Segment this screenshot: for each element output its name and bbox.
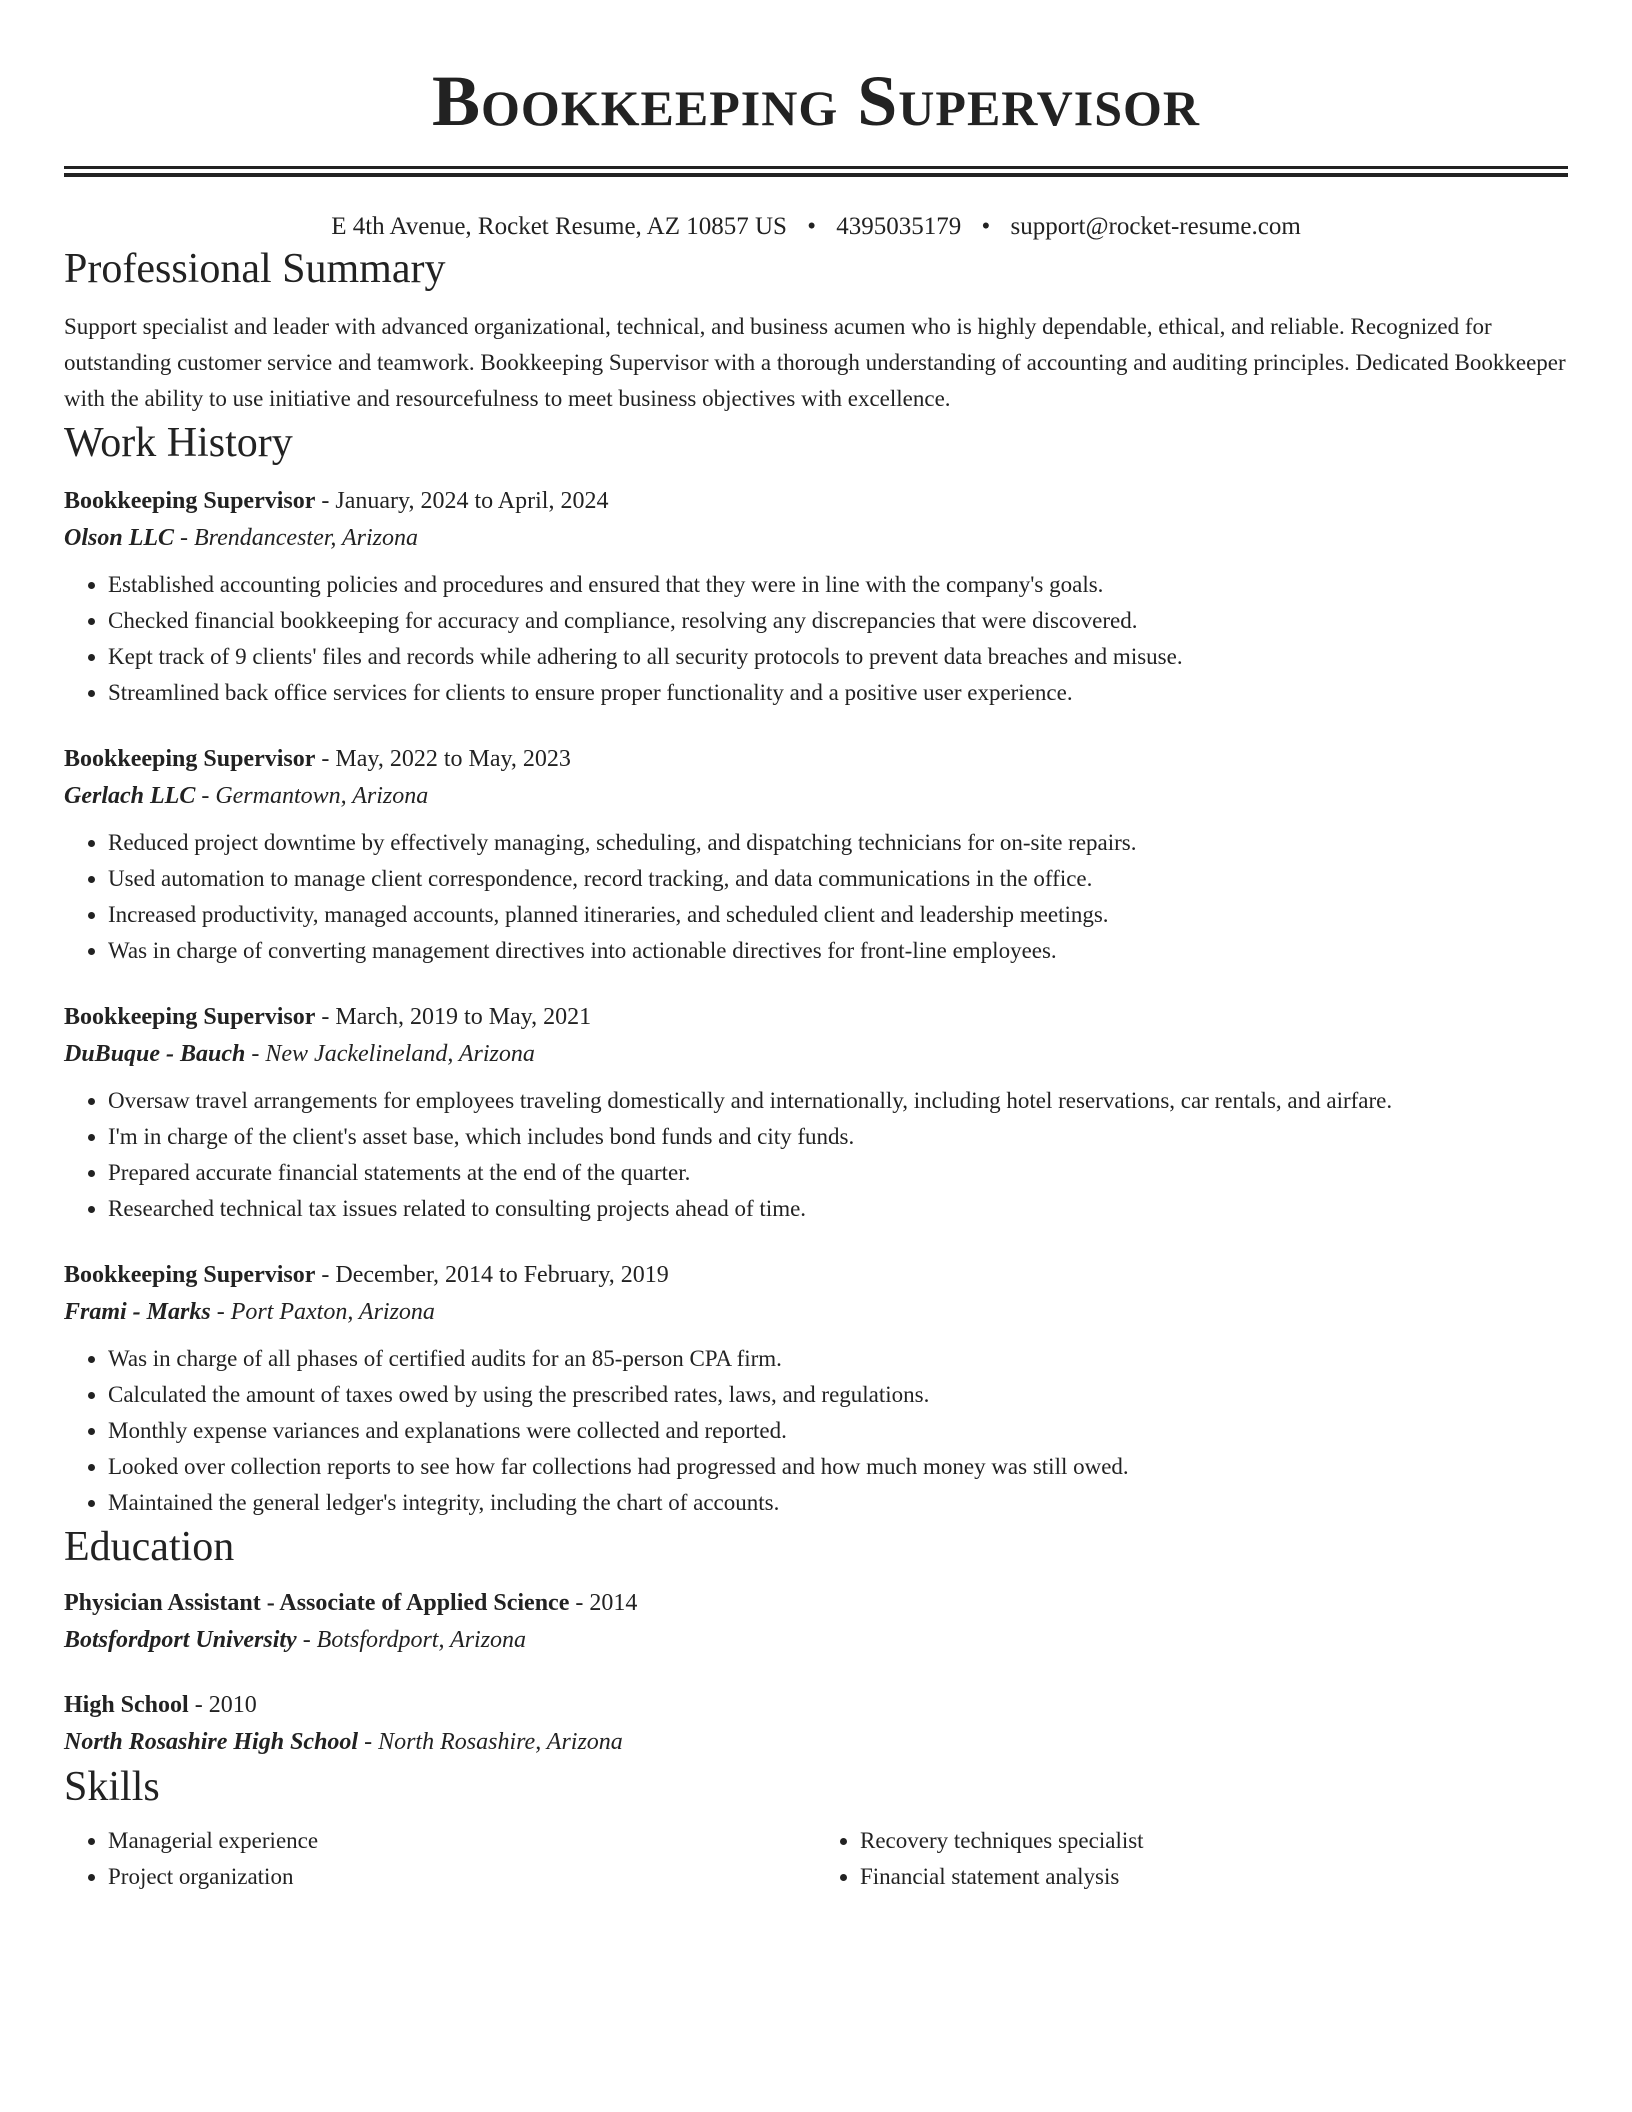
job-employer <box>64 1293 1568 1331</box>
education-year: - 2010 <box>188 1692 257 1718</box>
list-item: • Maintained the general ledger's integrity, including the chart of accounts. <box>108 1485 1568 1521</box>
job-location: - Germantown, Arizona <box>195 783 429 809</box>
job-employer <box>64 777 1568 815</box>
list-item: • Researched technical tax issues related to consulting projects ahead of time. <box>108 1191 1568 1227</box>
job-role: Bookkeeping Supervisor <box>64 1262 316 1288</box>
job-location: - Brendancester, Arizona <box>174 525 418 551</box>
list-item: • Used automation to manage client correspondence, record tracking, and data communications in the office. <box>108 861 1568 897</box>
job-dates: - December, 2014 to February, 2019 <box>315 1262 669 1288</box>
job-bullets <box>64 1083 1568 1227</box>
list-item: • Looked over collection reports to see how far collections had progressed and how much money was still owed. <box>108 1449 1568 1485</box>
job-header <box>64 483 1568 519</box>
education-institution <box>64 1621 1568 1659</box>
list-item: • Increased productivity, managed accounts, planned itineraries, and scheduled client and leadership meetings. <box>108 897 1568 933</box>
education-header <box>64 1585 1568 1621</box>
job-dates: - March, 2019 to May, 2021 <box>315 1004 592 1030</box>
list-item: • Oversaw travel arrangements for employees traveling domestically and internationally, including hotel reservations, car rentals, and airfare. <box>108 1083 1568 1119</box>
education-location: - Botsfordport, Arizona <box>296 1627 527 1653</box>
job-company: Gerlach LLC <box>64 783 196 809</box>
job-entry <box>64 999 1568 1227</box>
job-location: - New Jackelineland, Arizona <box>245 1041 535 1067</box>
list-item: • Reduced project downtime by effectively managing, scheduling, and dispatching technicians for on-site repairs. <box>108 825 1568 861</box>
job-header <box>64 1257 1568 1293</box>
contact-phone: 4395035179 <box>836 213 962 240</box>
list-item: • Was in charge of all phases of certified audits for an 85-person CPA firm. <box>108 1341 1568 1377</box>
education-entry <box>64 1687 1568 1761</box>
job-employer <box>64 1035 1568 1073</box>
list-item: • Project organization <box>108 1859 816 1895</box>
list-item: • Checked financial bookkeeping for accuracy and compliance, resolving any discrepancies that were discovered. <box>108 603 1568 639</box>
job-location: - Port Paxton, Arizona <box>210 1299 435 1325</box>
job-dates: - January, 2024 to April, 2024 <box>315 488 609 514</box>
job-role: Bookkeeping Supervisor <box>64 746 316 772</box>
skills-column-left <box>64 1823 816 1895</box>
list-item: • I'm in charge of the client's asset base, which includes bond funds and city funds. <box>108 1119 1568 1155</box>
list-item: • Recovery techniques specialist <box>860 1823 1568 1859</box>
education-school: Botsfordport University <box>64 1627 297 1653</box>
title-divider <box>64 166 1568 177</box>
list-item: • Financial statement analysis <box>860 1859 1568 1895</box>
list-item: • Kept track of 9 clients' files and records while adhering to all security protocols to prevent data breaches and misuse. <box>108 639 1568 675</box>
education-school: North Rosashire High School <box>64 1729 359 1755</box>
contact-address: E 4th Avenue, Rocket Resume, AZ 10857 US <box>331 213 787 240</box>
skills-column-right <box>816 1823 1568 1895</box>
job-company: Olson LLC <box>64 525 175 551</box>
list-item: • Was in charge of converting management directives into actionable directives for front-line employees. <box>108 933 1568 969</box>
job-header <box>64 999 1568 1035</box>
education-degree: Physician Assistant - Associate of Applied Science <box>64 1590 570 1616</box>
contact-email: support@rocket-resume.com <box>1010 213 1301 240</box>
list-item: • Established accounting policies and procedures and ensured that they were in line with the company's goals. <box>108 567 1568 603</box>
job-role: Bookkeeping Supervisor <box>64 1004 316 1030</box>
list-item: • Prepared accurate financial statements at the end of the quarter. <box>108 1155 1568 1191</box>
education-location: - North Rosashire, Arizona <box>358 1729 623 1755</box>
list-item: • Calculated the amount of taxes owed by using the prescribed rates, laws, and regulations. <box>108 1377 1568 1413</box>
section-heading-education: Education <box>64 1524 235 1570</box>
job-bullets <box>64 825 1568 969</box>
resume-title: Bookkeeping Supervisor <box>431 61 1201 141</box>
job-company: Frami - Marks <box>64 1299 211 1325</box>
job-role: Bookkeeping Supervisor <box>64 488 316 514</box>
education-year: - 2014 <box>569 1590 638 1616</box>
contact-line <box>64 211 1568 243</box>
education-entry <box>64 1585 1568 1659</box>
job-bullets <box>64 1341 1568 1521</box>
job-employer <box>64 519 1568 557</box>
list-item: • Monthly expense variances and explanations were collected and reported. <box>108 1413 1568 1449</box>
job-entry <box>64 483 1568 711</box>
list-item: • Streamlined back office services for clients to ensure proper functionality and a positive user experience. <box>108 675 1568 711</box>
skills-list <box>64 1823 1568 1895</box>
job-bullets <box>64 567 1568 711</box>
section-heading-summary: Professional Summary <box>64 246 446 292</box>
list-item: • Managerial experience <box>108 1823 816 1859</box>
job-entry <box>64 741 1568 969</box>
contact-separator: • <box>981 213 991 240</box>
education-header <box>64 1687 1568 1723</box>
education-degree: High School <box>64 1692 189 1718</box>
education-institution <box>64 1723 1568 1761</box>
job-entry <box>64 1257 1568 1521</box>
job-dates: - May, 2022 to May, 2023 <box>315 746 571 772</box>
contact-separator: • <box>807 213 816 240</box>
section-heading-work-history: Work History <box>64 420 293 466</box>
summary-paragraph: Support specialist and leader with advanced organizational, technical, and business acumen who is highly dependable, ethical, and reliable. Recognized for outstanding customer service and teamwork. Bookkeeping Supervisor with a thorough understanding of accounting and auditing principles. Dedicated Bookkeeper with the ability to use initiative and resourcefulness to meet business objectives with excellence. <box>64 314 1566 411</box>
section-heading-skills: Skills <box>64 1764 160 1810</box>
job-header <box>64 741 1568 777</box>
job-company: DuBuque - Bauch <box>64 1041 246 1067</box>
